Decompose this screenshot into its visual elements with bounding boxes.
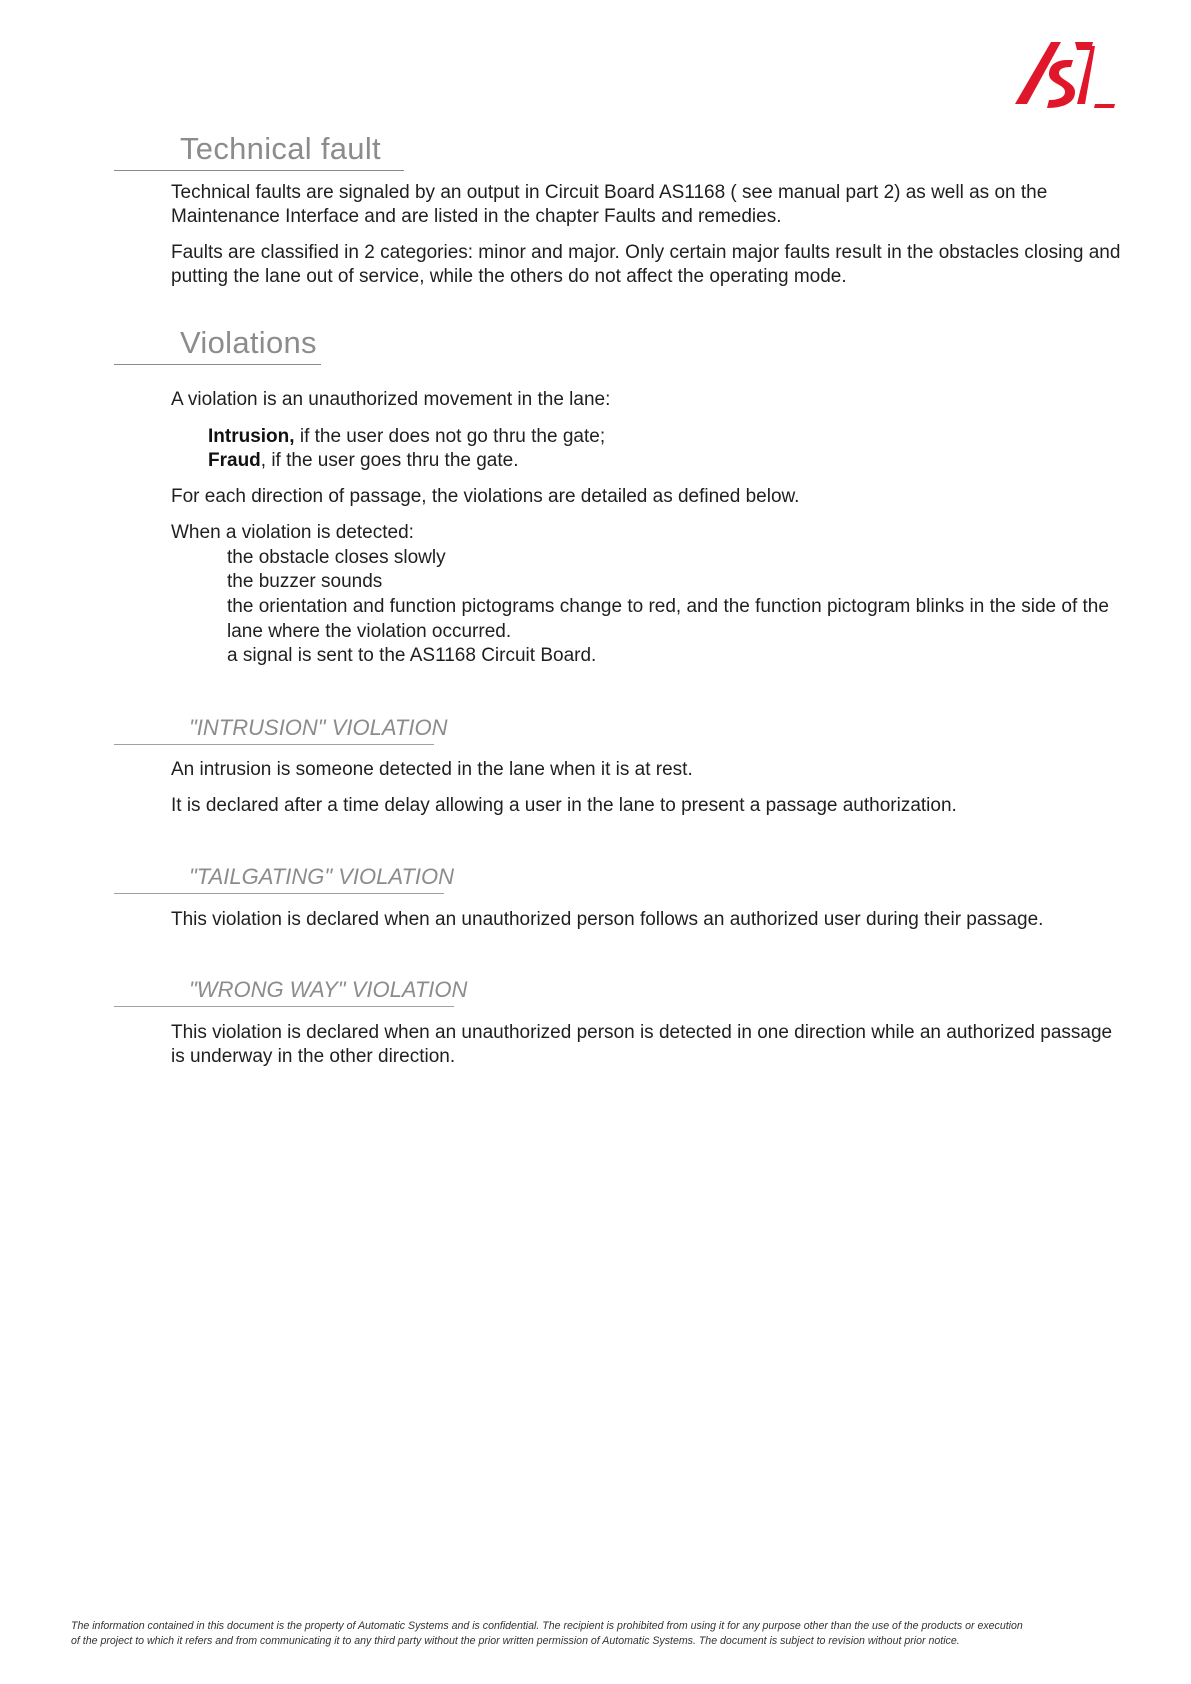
section-title-violations: Violations: [114, 325, 321, 365]
violation-effect-item: the obstacle closes slowly: [227, 547, 446, 568]
violation-type-fraud: [208, 449, 519, 473]
violation-type-intrusion: [208, 425, 605, 449]
technical-fault-paragraph-2: Faults are classified in 2 categories: minor and major. Only certain major faults result in the obstacles closing and putting the lane out of service, while the others do not affect the operating mode.: [171, 242, 1121, 287]
subsection-title-tailgating: "TAILGATING" VIOLATION: [114, 864, 444, 894]
violation-effect-item: a signal is sent to the AS1168 Circuit Board.: [227, 645, 597, 666]
automatic-systems-logo: [1015, 42, 1115, 110]
technical-fault-paragraph-1: Technical faults are signaled by an output in Circuit Board AS1168 ( see manual part 2) as well as on the Maintenance Interface and are listed in the chapter Faults and remedies.: [171, 182, 1048, 227]
section-title-technical-fault: Technical fault: [114, 131, 404, 171]
confidentiality-footer: [71, 1619, 1131, 1649]
subsection-title-intrusion: "INTRUSION" VIOLATION: [114, 715, 434, 745]
violation-term: Intrusion,: [208, 426, 295, 447]
violations-each-direction: For each direction of passage, the violations are detailed as defined below.: [171, 486, 800, 507]
violations-intro: A violation is an unauthorized movement in the lane:: [171, 389, 611, 410]
footer-line-2: of the project to which it refers and from communicating it to any third party without the prior written permission of Automatic Systems. The document is subject to revision without prior notice.: [71, 1635, 960, 1647]
violation-desc: , if the user goes thru the gate.: [260, 450, 519, 471]
violation-effect-item: the buzzer sounds: [227, 571, 383, 592]
violation-term: Fraud: [208, 450, 261, 471]
violation-effect-item: the orientation and function pictograms change to red, and the function pictogram blinks in the side of the lane where the violation occurred.: [227, 596, 1109, 642]
footer-line-1: The information contained in this document is the property of Automatic Systems and is confidential. The recipient is prohibited from using it for any purpose other than the use of the products or execution: [71, 1620, 1023, 1632]
tailgating-paragraph-1: This violation is declared when an unauthorized person follows an authorized user during their passage.: [171, 909, 1044, 930]
violation-desc: if the user does not go thru the gate;: [294, 426, 606, 447]
violations-when-detected: When a violation is detected:: [171, 522, 414, 543]
intrusion-paragraph-1: An intrusion is someone detected in the lane when it is at rest.: [171, 759, 693, 780]
wrong-way-paragraph-1: This violation is declared when an unauthorized person is detected in one direction while an authorized passage is underway in the other direction.: [171, 1022, 1113, 1067]
intrusion-paragraph-2: It is declared after a time delay allowing a user in the lane to present a passage authorization.: [171, 795, 957, 816]
subsection-title-wrong-way: "WRONG WAY" VIOLATION: [114, 977, 454, 1007]
